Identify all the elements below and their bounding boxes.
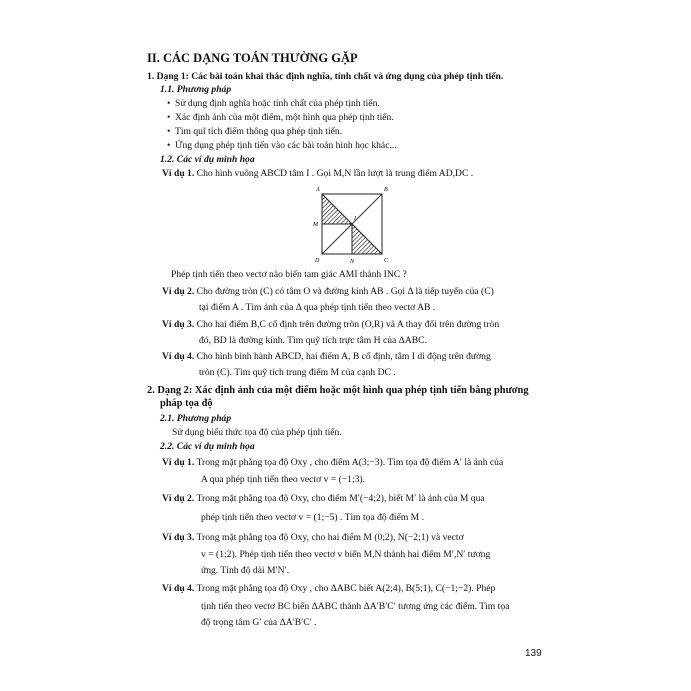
example-label: Ví dụ 4. [162,583,195,594]
example-text: Cho hai điểm B,C cố định trên đường tròn (O,R) và A thay đổi trên đường tròn [196,319,500,330]
part2-example-1-cont: A qua phép tịnh tiến theo vectơ v = (−1;3). [201,474,366,485]
example-label: Ví dụ 1. [162,168,195,179]
label-n: N [350,259,355,265]
example-text: Cho hình vuông ABCD tâm I . Gọi M,N lần lượt là trung điểm AD,DC . [196,168,474,179]
label-m: M [313,222,318,228]
example-label: Ví dụ 2. [162,493,195,504]
example-label: Ví dụ 1. [162,457,195,468]
label-b: B [384,187,388,193]
label-i: I [354,216,356,222]
label-c: C [384,258,389,264]
part2-example-4-cont: tịnh tiến theo vectơ BC biến ΔABC thành ΔA′B′C′ tương ứng các điểm. Tìm tọa [201,601,510,612]
label-d: D [315,258,320,264]
part1-example-1-question: Phép tịnh tiến theo vectơ nào biến tam giác AMI thành INC ? [171,269,407,280]
example-label: Ví dụ 3. [162,532,195,543]
example-text: Cho đường tròn (C) có tâm O và đường kính AB . Gọi Δ là tiếp tuyến của (C) [196,286,494,297]
part1-bullet-2: • Xác định ảnh của một điểm, một hình qua phép tịnh tiến. [167,112,394,124]
part1-example-4 [162,351,491,363]
part1-heading: 1. Dạng 1: Các bài toán khai thác định nghĩa, tính chất và ứng dụng của phép tịnh tiến. [147,71,504,82]
part1-bullet-4: • Ứng dụng phép tịnh tiến vào các bài toán hình học khác... [167,140,397,152]
part2-example-4-cont2: độ trọng tâm G′ của ΔA′B′C′ . [201,617,317,628]
part1-bullet-3: • Tìm quĩ tích điểm thông qua phép tịnh tiến. [167,126,342,138]
part1-example-3 [162,319,499,331]
example-text: Cho hình bình hành ABCD, hai điểm A, B cố định, tâm I di động trên đường [196,351,491,362]
part1-example-1 [162,168,473,180]
part2-example-3-cont2: ứng. Tính độ dài M′N′. [201,565,290,576]
example-label: Ví dụ 3. [162,319,195,330]
part1-example-4-cont: tròn (C). Tìm quỹ tích trung điểm M của cạnh DC . [199,367,396,378]
square-figure [310,182,396,266]
part2-method-heading: 2.1. Phương pháp [160,413,232,424]
part2-examples-heading: 2.2. Các ví dụ minh họa [160,441,255,452]
example-text: Trong mặt phẳng tọa độ Oxy , cho ΔABC biết A(2;4), B(5;1), C(−1;−2). Phép [196,583,496,594]
part2-example-3-cont: v = (1;2). Phép tịnh tiến theo vectơ v biến M,N thành hai điểm M′,N′ tương [201,549,491,560]
example-text: Trong mặt phẳng tọa độ Oxy, cho điểm M′(−4;2), biết M′ là ảnh của M qua [196,493,485,504]
section-title: II. CÁC DẠNG TOÁN THƯỜNG GẶP [147,51,358,65]
example-label: Ví dụ 4. [162,351,195,362]
example-label: Ví dụ 2. [162,286,195,297]
part1-examples-heading: 1.2. Các ví dụ minh họa [160,154,255,165]
part2-example-2-cont: phép tịnh tiến theo vectơ v = (1;−5) . Tìm tọa độ điểm M . [201,512,425,523]
example-text: Trong mặt phẳng tọa độ Oxy , cho điểm A(3;−3). Tìm tọa độ điểm A′ là ảnh của [196,457,504,468]
part2-method-text: Sử dụng biểu thức tọa độ của phép tịnh tiến. [172,427,342,438]
label-a: A [316,187,320,193]
part2-example-1 [162,457,503,469]
part1-method-heading: 1.1. Phương pháp [160,84,232,95]
part2-example-3 [162,532,464,544]
part2-heading-cont: pháp tọa độ [160,398,213,409]
part1-example-2-cont: tại điểm A . Tìm ảnh của Δ qua phép tịnh tiến theo vectơ AB . [199,302,436,313]
part2-example-2 [162,493,485,505]
part1-example-3-cont: đó, BD là đường kính. Tìm quỹ tích trực tâm H của ΔABC. [199,335,427,346]
part2-heading: 2. Dạng 2: Xác định ảnh của một điểm hoặc một hình qua phép tịnh tiến bằng phương [147,385,529,396]
page-number: 139 [525,648,542,659]
part1-bullet-1: • Sử dụng định nghĩa hoặc tính chất của phép tịnh tiến. [167,98,380,110]
example-text: Trong mặt phẳng tọa độ Oxy, cho hai điểm M (0;2), N(−2;1) và vectơ [196,532,464,543]
part1-example-2 [162,286,494,298]
part2-example-4 [162,583,495,595]
